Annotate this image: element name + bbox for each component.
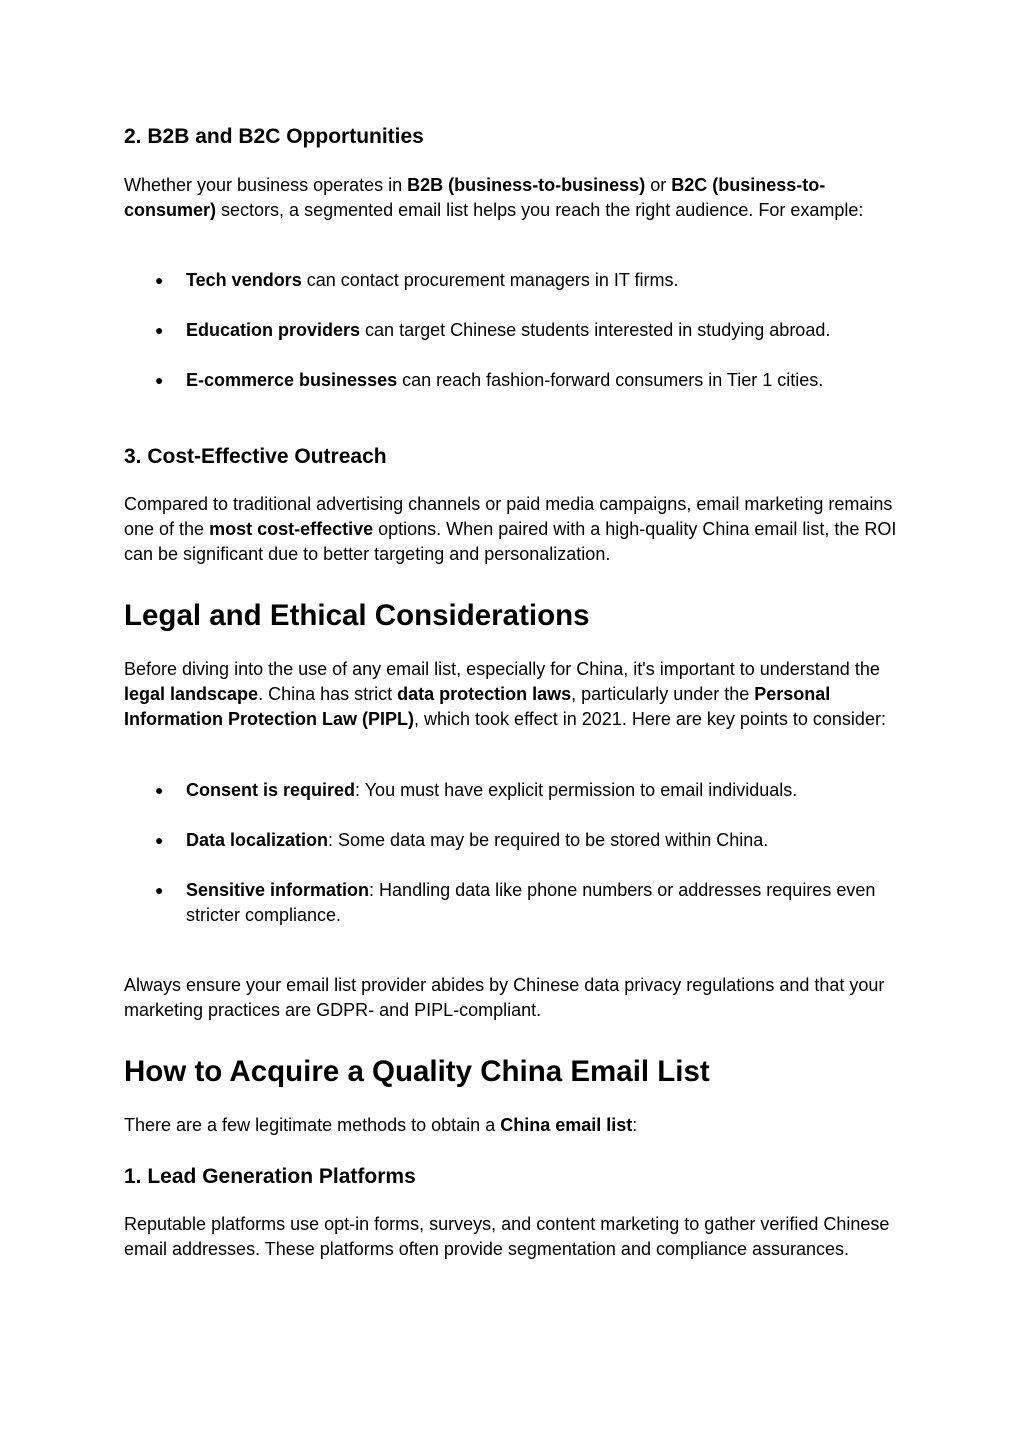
section-heading-cost: 3. Cost-Effective Outreach <box>124 445 387 468</box>
section-heading-acquire: How to Acquire a Quality China Email List <box>124 1055 710 1088</box>
bullet-icon: ● <box>155 832 164 848</box>
section-heading-lead: 1. Lead Generation Platforms <box>124 1165 416 1188</box>
paragraph-lead: Reputable platforms use opt-in forms, surveys, and content marketing to gather verified Chinese email addresses. These platforms often provide segmentation and compliance assurances. <box>124 1214 890 1259</box>
list-item: ● Education providers can target Chinese students interested in studying abroad. <box>124 318 904 343</box>
list-item: ● E-commerce businesses can reach fashion-forward consumers in Tier 1 cities. <box>124 368 904 393</box>
bullet-list-b2b <box>124 268 904 393</box>
list-item: ● Tech vendors can contact procurement managers in IT firms. <box>124 268 904 293</box>
paragraph-acquire-intro: There are a few legitimate methods to obtain a China email list: <box>124 1115 638 1135</box>
bullet-icon: ● <box>155 322 164 338</box>
bullet-icon: ● <box>155 782 164 798</box>
bullet-icon: ● <box>155 372 164 388</box>
section-heading-legal: Legal and Ethical Considerations <box>124 599 590 632</box>
paragraph-legal: Before diving into the use of any email list, especially for China, it's important to understand the legal landscape. China has strict data protection laws, particularly under the Personal Information Protection Law (PIPL), which took effect in 2021. Here are key points to consider: <box>124 659 886 729</box>
section-heading-b2b: 2. B2B and B2C Opportunities <box>124 125 424 148</box>
list-item: ● Data localization: Some data may be required to be stored within China. <box>124 828 904 853</box>
bullet-list-legal <box>124 778 904 928</box>
list-item: ● Sensitive information: Handling data like phone numbers or addresses requires even stricter compliance. <box>155 880 876 925</box>
paragraph-cost: Compared to traditional advertising channels or paid media campaigns, email marketing remains one of the most cost-effective options. When paired with a high-quality China email list, the ROI can be significant due to better targeting and personalization. <box>124 494 897 564</box>
list-item: ● Consent is required: You must have explicit permission to email individuals. <box>124 778 904 803</box>
bullet-icon: ● <box>155 272 164 288</box>
paragraph-b2b-intro: Whether your business operates in B2B (business-to-business) or B2C (business-to-consumer) sectors, a segmented email list helps you reach the right audience. For example: <box>124 175 864 220</box>
bullet-icon: ● <box>155 882 164 898</box>
paragraph-legal-closing: Always ensure your email list provider abides by Chinese data privacy regulations and that your marketing practices are GDPR- and PIPL-compliant. <box>124 975 885 1020</box>
